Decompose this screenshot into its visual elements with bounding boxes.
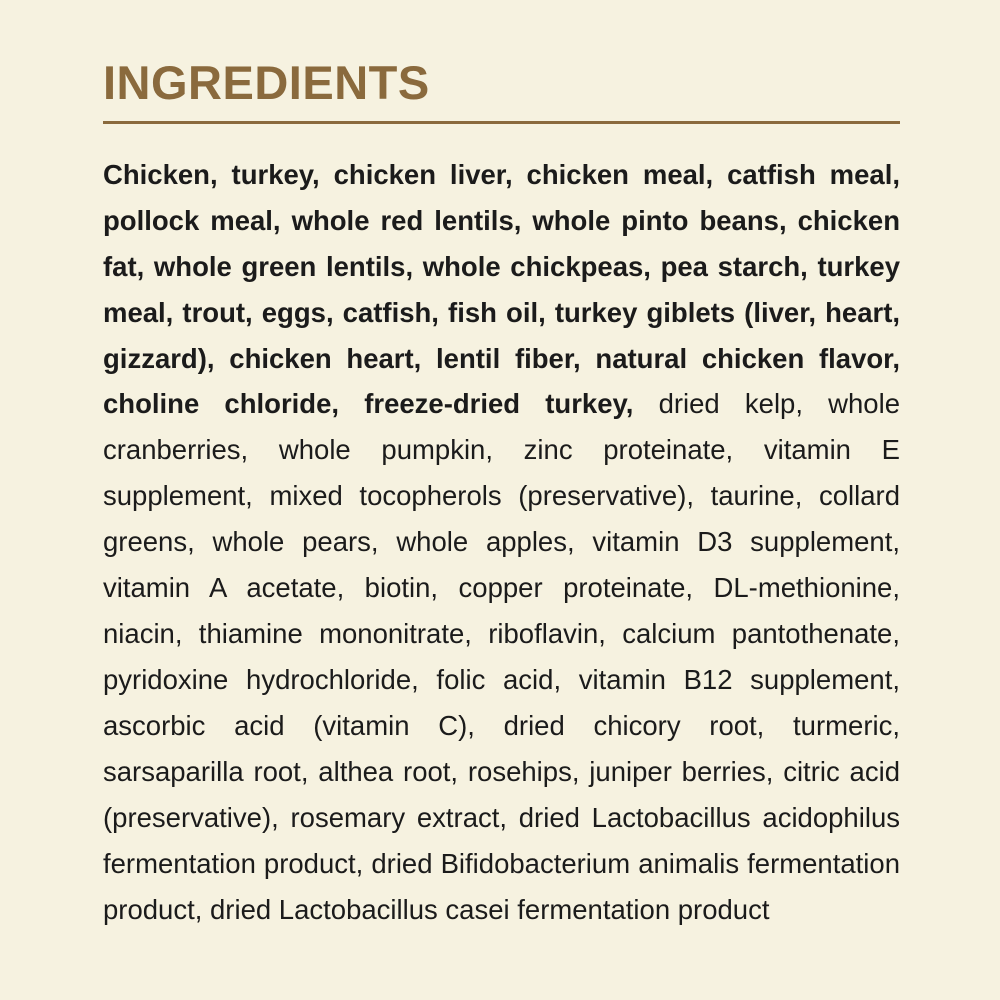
title-divider: [103, 121, 900, 124]
ingredients-paragraph: [103, 152, 900, 933]
page-title: INGREDIENTS: [103, 56, 430, 109]
ingredients-secondary-text: dried kelp, whole cranberries, whole pumpkin, zinc proteinate, vitamin E supplement, mixed tocopherols (preservative), taurine, collard greens, whole pears, whole apples, vitamin D3 supplement, vitamin A acetate, biotin, copper proteinate, DL-methionine, niacin, thiamine mononitrate, riboflavin, calcium pantothenate, pyridoxine hydrochloride, folic acid, vitamin B12 supplement, ascorbic acid (vitamin C), dried chicory root, turmeric, sarsaparilla root, althea root, rosehips, juniper berries, citric acid (preservative), rosemary extract, dried Lactobacillus acidophilus fermentation product, dried Bifidobacterium animalis fermentation product, dried Lactobacillus casei fermentation product: [103, 388, 901, 925]
ingredients-primary-text: Chicken, turkey, chicken liver, chicken meal, catfish meal, pollock meal, whole red lentils, whole pinto beans, chicken fat, whole green lentils, whole chickpeas, pea starch, turkey meal, trout, eggs, catfish, fish oil, turkey giblets (liver, heart, gizzard), chicken heart, lentil fiber, natural chicken flavor, choline chloride, freeze-dried turkey,: [103, 158, 900, 420]
